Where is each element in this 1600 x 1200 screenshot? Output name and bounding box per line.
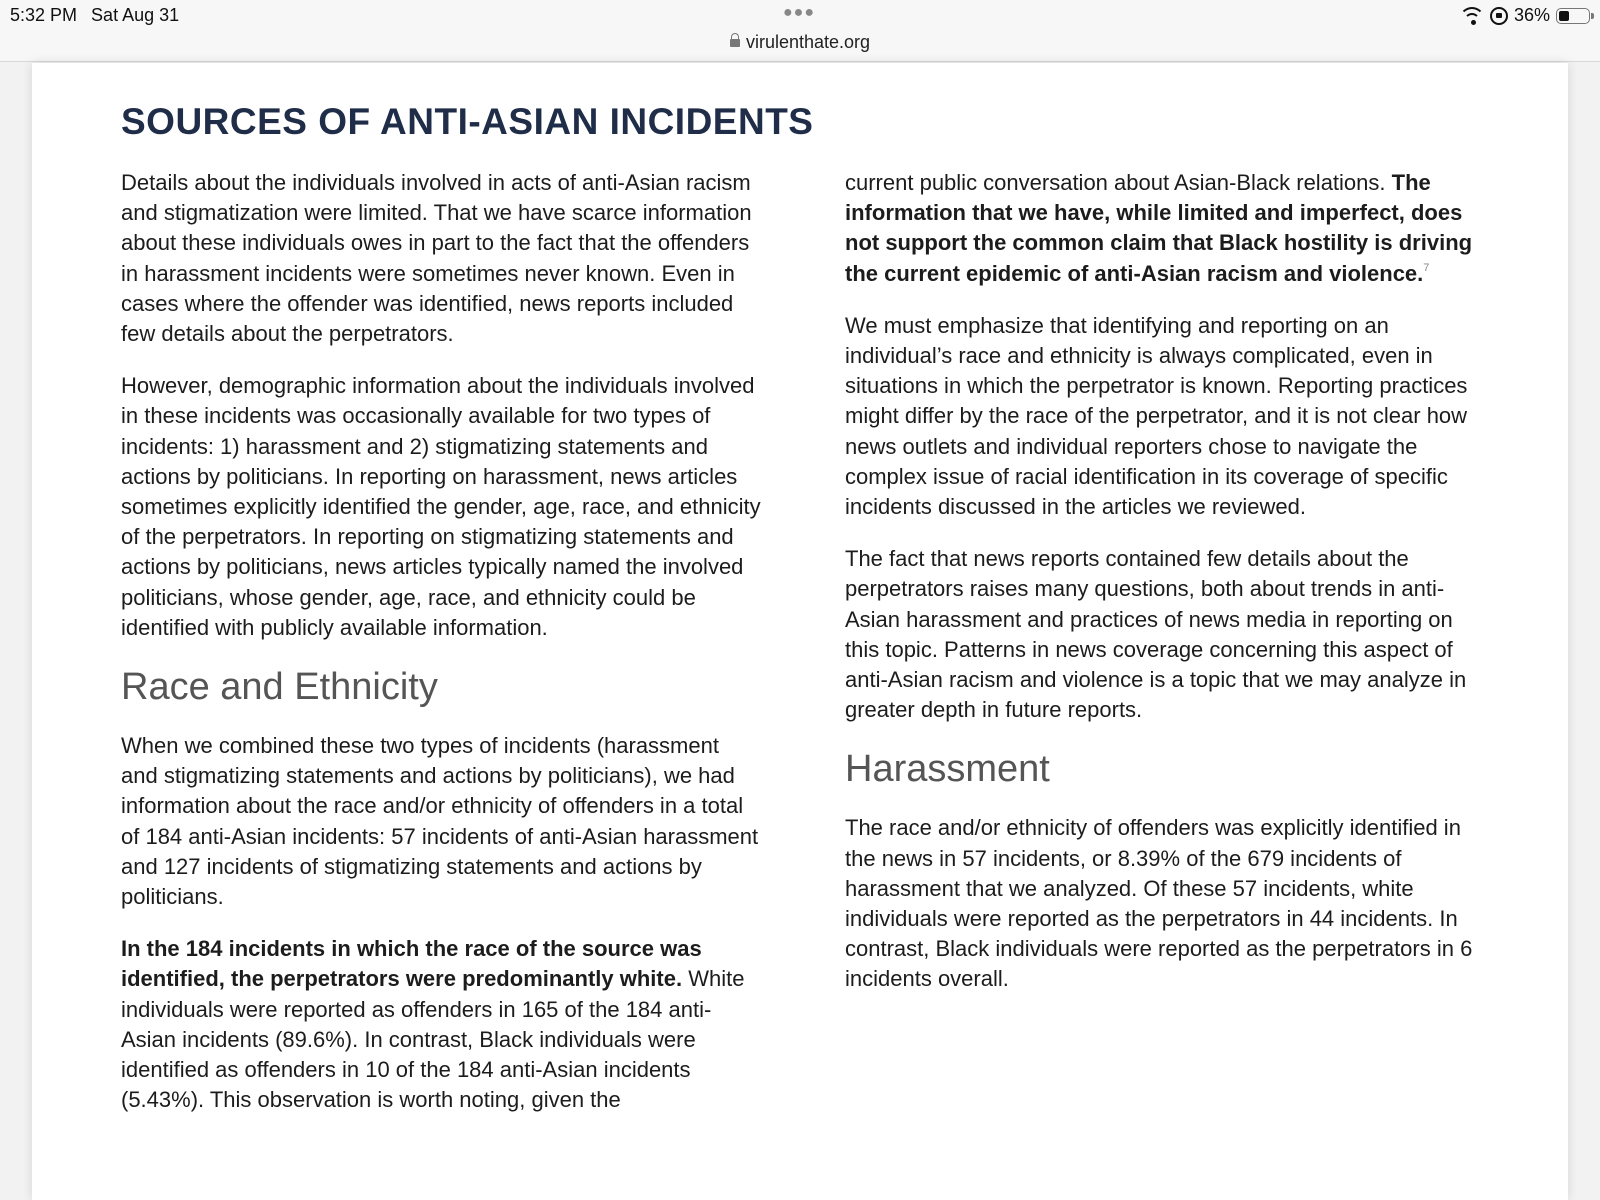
footnote-ref[interactable]: 7 [1423,261,1430,274]
url-text: virulenthate.org [745,32,871,52]
paragraph-combined: When we combined these two types of incidents (harassment and stigmatizing statements and actions by politicians), we had information about the race and/or ethnicity of offenders in a total of 184 anti-Asian incidents: 57 incidents of anti-Asian harassment and 127 incidents of stigmatizing statements and actions by politicians. [121,733,759,910]
lock-icon [730,39,740,47]
paragraph-emphasize: We must emphasize that identifying and reporting on an individual’s race and ethnicity is always complicated, even in situations in which the perpetrator is known. Reporting practices might differ by the race of the perpetrator, and it is not clear how news outlets and individual reporters chose to navigate the complex issue of racial identification in its coverage of specific incidents discussed in the articles we reviewed. [845,312,1468,520]
paragraph-continuation: White individuals were reported as offenders in 165 of the 184 anti-Asian incidents (89.6%). In contrast, Black individuals were identified as offenders in 10 of the 184 anti-Asian incidents (5.43%). This observation is worth noting, given the [121,966,745,1113]
paragraph-harassment: The race and/or ethnicity of offenders was explicitly identified in the news in 57 incidents, or 8.39% of the 679 incidents of harassment that we analyzed. Of these 57 incidents, white individuals were reported as the perpetrators in 44 incidents. In contrast, Black individuals were reported as the perpetrators in 6 incidents overall. [845,815,1473,992]
article-page [32,63,1568,1200]
wifi-icon [1462,7,1484,25]
status-time-date [10,5,193,26]
paragraph-few-details: The fact that news reports contained few details about the perpetrators raises many questions, both about trends in anti-Asian harassment and practices of news media in reporting on this topic. Patterns in news coverage concerning this aspect of anti-Asian racism and violence is a topic that we may analyze in greater depth in future reports. [845,546,1467,723]
rotation-lock-icon [1490,7,1508,25]
more-options-icon[interactable]: ●●● [783,4,815,21]
left-column [121,168,761,1137]
address-bar[interactable] [0,32,1600,53]
paragraph-demographic: However, demographic information about the individuals involved in these incidents was occasionally available for two types of incidents: 1) harassment and 2) stigmatizing statements and actions by politicians. In reporting on harassment, news articles sometimes explicitly identified the gender, age, race, and ethnicity of the perpetrators. In reporting on stigmatizing statements and actions by politicians, news articles typically named the involved politicians, whose gender, age, race, and ethnicity could be identified with publicly available information. [121,373,761,640]
paragraph-details: Details about the individuals involved in acts of anti-Asian racism and stigmatization were limited. That we have scarce information about these individuals owes in part to the fact that the offenders in harassment incidents were sometimes never known. Even in cases where the offender was identified, news reports included few details about the perpetrators. [121,170,752,347]
status-time: 5:32 PM [10,5,78,25]
battery-percent: 36% [1513,5,1550,25]
status-bar [0,0,1600,62]
heading-harassment: Harassment [845,748,1050,791]
paragraph-start: current public conversation about Asian-Black relations. [845,170,1392,195]
bold-conclusion: The information that we have, while limited and imperfect, does not support the common claim that Black hostility is driving the current epidemic of anti-Asian racism and violence. [845,170,1473,286]
status-indicators [1462,5,1590,26]
bold-statement: In the 184 incidents in which the race of the source was identified, the perpetrators were predominantly white. [121,936,702,992]
paragraph-predominantly-white [121,934,761,1115]
status-date: Sat Aug 31 [91,5,180,25]
page-title: SOURCES OF ANTI-ASIAN INCIDENTS [121,101,814,142]
heading-race-ethnicity: Race and Ethnicity [121,666,438,709]
right-column [845,168,1485,1017]
battery-icon [1556,8,1590,24]
paragraph-asian-black-relations [845,168,1485,289]
